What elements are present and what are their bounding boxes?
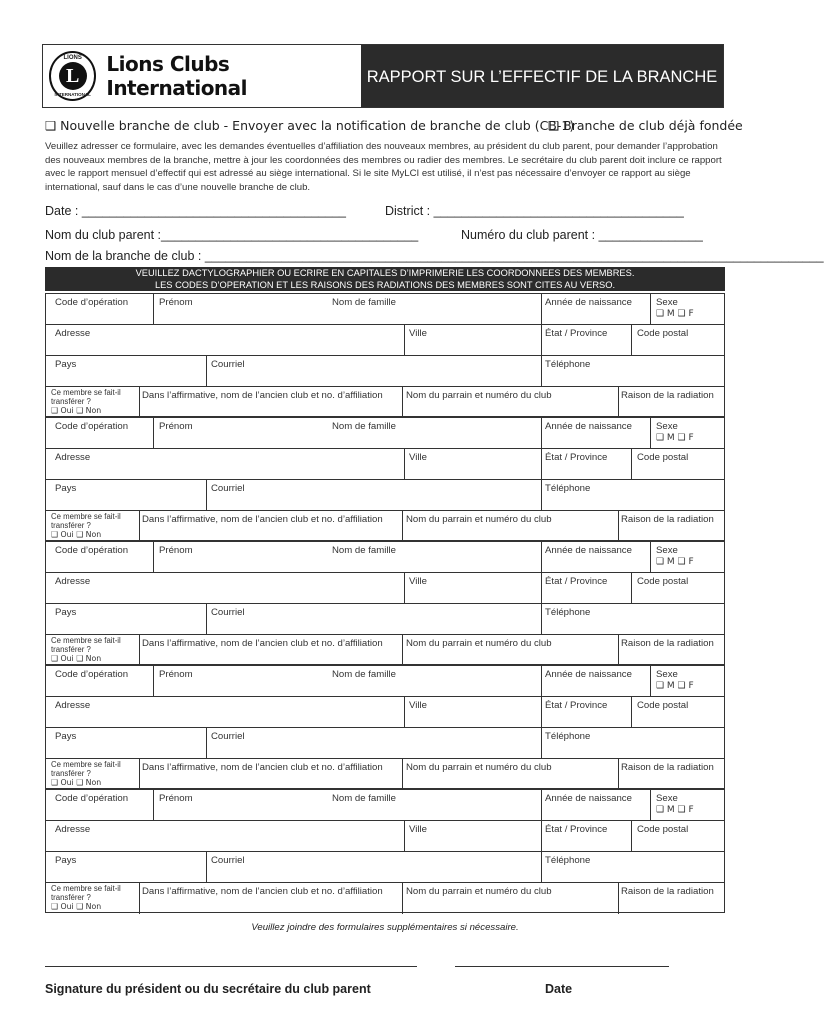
birth-year-field[interactable]: Année de naissance: [545, 545, 632, 556]
country-field[interactable]: Pays: [55, 483, 77, 494]
postal-code-field[interactable]: Code postal: [637, 576, 689, 587]
operation-code-field[interactable]: Code d’opération: [55, 669, 129, 680]
sex-checkboxes[interactable]: ❑ M ❑ F: [656, 557, 694, 567]
col-divider: [631, 324, 632, 355]
country-field[interactable]: Pays: [55, 359, 77, 370]
address-field[interactable]: Adresse: [55, 576, 91, 587]
col-divider: [541, 294, 542, 324]
col-divider: [402, 758, 403, 790]
email-field[interactable]: Courriel: [211, 607, 245, 618]
phone-field[interactable]: Téléphone: [545, 607, 591, 618]
row-divider: [46, 603, 724, 604]
date-label: Date: [545, 982, 573, 996]
col-divider: [139, 758, 140, 790]
transfer-question: Ce membre se fait-il transférer ?: [51, 760, 121, 778]
col-divider: [404, 324, 405, 355]
sponsor-field[interactable]: Nom du parrain et numéro du club: [406, 514, 552, 525]
col-divider: [650, 418, 651, 448]
additional-forms-note: Veuillez joindre des formulaires supplémentaires si nécessaire.: [251, 922, 519, 933]
drop-reason-field[interactable]: Raison de la radiation: [621, 638, 714, 649]
district-field[interactable]: District : ____________________________________: [385, 204, 684, 218]
col-divider: [139, 882, 140, 914]
col-divider: [650, 294, 651, 324]
parent-club-number-field[interactable]: Numéro du club parent : _______________: [461, 228, 703, 242]
instructions-banner: [45, 267, 725, 291]
member-block: [45, 541, 725, 665]
transfer-question: Ce membre se fait-il transférer ?: [51, 884, 121, 902]
first-name-field[interactable]: Prénom: [159, 545, 193, 556]
sex-label: Sexe: [656, 669, 678, 680]
sex-label: Sexe: [656, 793, 678, 804]
col-divider: [650, 790, 651, 820]
city-field[interactable]: Ville: [409, 328, 427, 339]
form-header: [42, 44, 724, 108]
former-club-field[interactable]: Dans l’affirmative, nom de l’ancien club et no. d’affiliation: [142, 514, 383, 525]
col-divider: [541, 696, 542, 727]
sex-label: Sexe: [656, 297, 678, 308]
col-divider: [153, 790, 154, 820]
transfer-question: Ce membre se fait-il transférer ?: [51, 388, 121, 406]
state-field[interactable]: État / Province: [545, 452, 608, 463]
state-field[interactable]: État / Province: [545, 328, 608, 339]
city-field[interactable]: Ville: [409, 452, 427, 463]
city-field[interactable]: Ville: [409, 576, 427, 587]
row-divider: [46, 882, 724, 883]
instructions-line-1: VEUILLEZ DACTYLOGRAPHIER OU ECRIRE EN CAPITALES D’IMPRIMERIE LES COORDONNEES DES MEMBRES.: [135, 268, 635, 278]
phone-field[interactable]: Téléphone: [545, 855, 591, 866]
operation-code-field[interactable]: Code d’opération: [55, 297, 129, 308]
date-line[interactable]: [455, 966, 669, 967]
email-field[interactable]: Courriel: [211, 483, 245, 494]
address-field[interactable]: Adresse: [55, 328, 91, 339]
country-field[interactable]: Pays: [55, 855, 77, 866]
col-divider: [631, 448, 632, 479]
signature-line[interactable]: [45, 966, 417, 967]
col-divider: [402, 882, 403, 914]
phone-field[interactable]: Téléphone: [545, 359, 591, 370]
postal-code-field[interactable]: Code postal: [637, 328, 689, 339]
sex-checkboxes[interactable]: ❑ M ❑ F: [656, 309, 694, 319]
col-divider: [541, 820, 542, 851]
sex-checkboxes[interactable]: ❑ M ❑ F: [656, 681, 694, 691]
state-field[interactable]: État / Province: [545, 700, 608, 711]
col-divider: [541, 355, 542, 386]
instructions-line-2: LES CODES D’OPERATION ET LES RAISONS DES RADIATIONS DES MEMBRES SONT CITES AU VERSO.: [154, 279, 616, 290]
col-divider: [206, 355, 207, 386]
signature-label: Signature du président ou du secrétaire du club parent: [45, 982, 371, 996]
col-divider: [139, 634, 140, 666]
row-divider: [46, 758, 724, 759]
logo-top-text: LIONS: [63, 55, 82, 61]
row-divider: [46, 820, 724, 821]
postal-code-field[interactable]: Code postal: [637, 452, 689, 463]
birth-year-field[interactable]: Année de naissance: [545, 297, 632, 308]
address-field[interactable]: Adresse: [55, 700, 91, 711]
row-divider: [46, 851, 724, 852]
intro-text: Veuillez adresser ce formulaire, avec les demandes éventuelles d’affiliation des nouveaux membres, au président du club parent, pour demander l’approbation des nouveaux membres de la branche, mettre à jour les coordonnées des membres ou radier des membres. Le secrétaire du club parent doit inclure ce rapport avec le rapport mensuel d’effectif qui est adressé au siège international. Si le site MyLCI est utilisé, il n’est pas nécessaire d’envoyer ce rapport au siège international, sauf dans le cas d’une nouvelle branche de club.: [45, 141, 722, 193]
col-divider: [153, 294, 154, 324]
sponsor-field[interactable]: Nom du parrain et numéro du club: [406, 762, 552, 773]
city-field[interactable]: Ville: [409, 700, 427, 711]
sex-label: Sexe: [656, 545, 678, 556]
former-club-field[interactable]: Dans l’affirmative, nom de l’ancien club et no. d’affiliation: [142, 762, 383, 773]
state-field[interactable]: État / Province: [545, 576, 608, 587]
sponsor-field[interactable]: Nom du parrain et numéro du club: [406, 390, 552, 401]
col-divider: [631, 820, 632, 851]
operation-code-field[interactable]: Code d’opération: [55, 545, 129, 556]
phone-field[interactable]: Téléphone: [545, 731, 591, 742]
brand-name: Lions Clubs International: [106, 52, 248, 100]
col-divider: [541, 790, 542, 820]
birth-year-field[interactable]: Année de naissance: [545, 793, 632, 804]
col-divider: [139, 386, 140, 418]
col-divider: [206, 727, 207, 758]
col-divider: [541, 851, 542, 882]
last-name-field[interactable]: Nom de famille: [332, 421, 396, 432]
col-divider: [618, 758, 619, 790]
col-divider: [541, 603, 542, 634]
col-divider: [139, 510, 140, 542]
row-divider: [46, 479, 724, 480]
row-divider: [46, 572, 724, 573]
transfer-checkboxes[interactable]: ❑ Oui ❑ Non: [51, 902, 102, 911]
drop-reason-field[interactable]: Raison de la radiation: [621, 390, 714, 401]
col-divider: [404, 820, 405, 851]
col-divider: [541, 448, 542, 479]
col-divider: [618, 510, 619, 542]
col-divider: [541, 324, 542, 355]
last-name-field[interactable]: Nom de famille: [332, 793, 396, 804]
col-divider: [631, 696, 632, 727]
member-block: [45, 789, 725, 913]
first-name-field[interactable]: Prénom: [159, 297, 193, 308]
logo-letter: L: [59, 62, 87, 90]
branch-name-field[interactable]: Nom de la branche de club : _________________________________________________________________________________________: [45, 249, 824, 263]
last-name-field[interactable]: Nom de famille: [332, 297, 396, 308]
logo-area: [43, 45, 361, 107]
col-divider: [618, 882, 619, 914]
operation-code-field[interactable]: Code d’opération: [55, 793, 129, 804]
existing-branch-checkbox[interactable]: ❑ Branche de club déjà fondée: [548, 118, 743, 133]
country-field[interactable]: Pays: [55, 607, 77, 618]
col-divider: [206, 851, 207, 882]
birth-year-field[interactable]: Année de naissance: [545, 421, 632, 432]
row-divider: [46, 727, 724, 728]
col-divider: [650, 666, 651, 696]
col-divider: [541, 418, 542, 448]
city-field[interactable]: Ville: [409, 824, 427, 835]
col-divider: [541, 727, 542, 758]
col-divider: [206, 479, 207, 510]
former-club-field[interactable]: Dans l’affirmative, nom de l’ancien club et no. d’affiliation: [142, 638, 383, 649]
email-field[interactable]: Courriel: [211, 359, 245, 370]
col-divider: [153, 666, 154, 696]
col-divider: [541, 542, 542, 572]
col-divider: [402, 386, 403, 418]
logo-bottom-text: INTERNATIONAL: [54, 92, 91, 97]
country-field[interactable]: Pays: [55, 731, 77, 742]
transfer-checkboxes[interactable]: ❑ Oui ❑ Non: [51, 654, 102, 663]
col-divider: [541, 666, 542, 696]
form-title: RAPPORT SUR L’EFFECTIF DE LA BRANCHE: [361, 45, 723, 107]
parent-club-field[interactable]: Nom du club parent :_____________________________________: [45, 228, 419, 242]
sponsor-field[interactable]: Nom du parrain et numéro du club: [406, 886, 552, 897]
col-divider: [402, 634, 403, 666]
operation-code-field[interactable]: Code d’opération: [55, 421, 129, 432]
row-divider: [46, 324, 724, 325]
first-name-field[interactable]: Prénom: [159, 793, 193, 804]
sex-checkboxes[interactable]: ❑ M ❑ F: [656, 805, 694, 815]
email-field[interactable]: Courriel: [211, 855, 245, 866]
sex-checkboxes[interactable]: ❑ M ❑ F: [656, 433, 694, 443]
transfer-checkboxes[interactable]: ❑ Oui ❑ Non: [51, 530, 102, 539]
date-field[interactable]: Date : ______________________________________: [45, 204, 346, 218]
member-block: [45, 293, 725, 417]
col-divider: [541, 572, 542, 603]
postal-code-field[interactable]: Code postal: [637, 824, 689, 835]
col-divider: [206, 603, 207, 634]
first-name-field[interactable]: Prénom: [159, 669, 193, 680]
col-divider: [153, 542, 154, 572]
row-divider: [46, 448, 724, 449]
drop-reason-field[interactable]: Raison de la radiation: [621, 514, 714, 525]
col-divider: [153, 418, 154, 448]
last-name-field[interactable]: Nom de famille: [332, 545, 396, 556]
transfer-checkboxes[interactable]: ❑ Oui ❑ Non: [51, 778, 102, 787]
drop-reason-field[interactable]: Raison de la radiation: [621, 762, 714, 773]
row-divider: [46, 510, 724, 511]
sex-label: Sexe: [656, 421, 678, 432]
col-divider: [618, 386, 619, 418]
member-block: [45, 665, 725, 789]
col-divider: [541, 479, 542, 510]
transfer-question: Ce membre se fait-il transférer ?: [51, 636, 121, 654]
row-divider: [46, 355, 724, 356]
last-name-field[interactable]: Nom de famille: [332, 669, 396, 680]
row-divider: [46, 634, 724, 635]
address-field[interactable]: Adresse: [55, 452, 91, 463]
sponsor-field[interactable]: Nom du parrain et numéro du club: [406, 638, 552, 649]
drop-reason-field[interactable]: Raison de la radiation: [621, 886, 714, 897]
member-block: [45, 417, 725, 541]
col-divider: [650, 542, 651, 572]
address-field[interactable]: Adresse: [55, 824, 91, 835]
col-divider: [404, 448, 405, 479]
birth-year-field[interactable]: Année de naissance: [545, 669, 632, 680]
row-divider: [46, 386, 724, 387]
email-field[interactable]: Courriel: [211, 731, 245, 742]
transfer-checkboxes[interactable]: ❑ Oui ❑ Non: [51, 406, 102, 415]
phone-field[interactable]: Téléphone: [545, 483, 591, 494]
col-divider: [404, 696, 405, 727]
row-divider: [46, 696, 724, 697]
transfer-question: Ce membre se fait-il transférer ?: [51, 512, 121, 530]
col-divider: [402, 510, 403, 542]
former-club-field[interactable]: Dans l’affirmative, nom de l’ancien club et no. d’affiliation: [142, 390, 383, 401]
first-name-field[interactable]: Prénom: [159, 421, 193, 432]
postal-code-field[interactable]: Code postal: [637, 700, 689, 711]
col-divider: [618, 634, 619, 666]
col-divider: [631, 572, 632, 603]
new-branch-checkbox[interactable]: ❑ Nouvelle branche de club - Envoyer avec la notification de branche de club (CB-1): [45, 118, 575, 133]
former-club-field[interactable]: Dans l’affirmative, nom de l’ancien club et no. d’affiliation: [142, 886, 383, 897]
col-divider: [404, 572, 405, 603]
state-field[interactable]: État / Province: [545, 824, 608, 835]
lions-logo: [49, 51, 96, 101]
